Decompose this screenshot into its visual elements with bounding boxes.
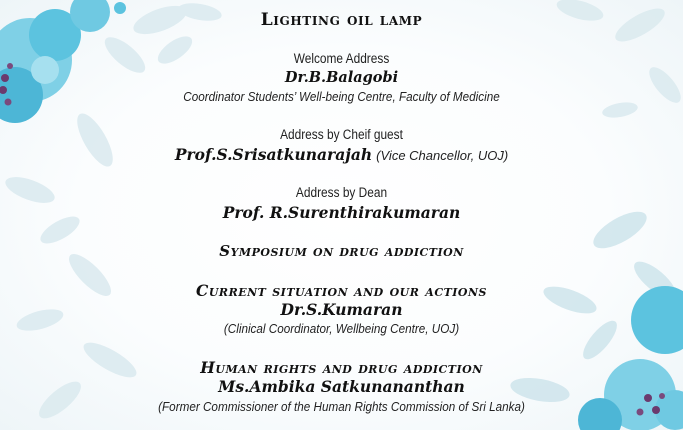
welcome-speaker-name: Dr.B.Balagobi [284,69,399,86]
chief-guest-line [0,145,683,165]
chief-guest-label: Address by Cheif guest [280,127,403,142]
talk2-speaker-name: Ms.Ambika Satkunananthan [218,377,465,396]
heading-lighting-oil-lamp: Lighting oil lamp [260,10,423,30]
talk1-title: Current situation and our actions [196,281,487,300]
welcome-speaker-role: Coordinator Students’ Well-being Centre, Faculty of Medicine [183,89,500,104]
dean-label: Address by Dean [295,185,388,200]
symposium-title: Symposium on drug addiction [219,242,464,260]
talk1-speaker-role: (Clinical Coordinator, Wellbeing Centre, UOJ) [223,321,460,336]
talk1-speaker-name: Dr.S.Kumaran [280,300,403,319]
chief-guest-name: Prof.S.Srisatkunarajah [174,145,373,164]
talk2-title: Human rights and drug addiction [200,358,483,377]
chief-guest-role: (Vice Chancellor, UOJ) [376,148,509,163]
dean-name: Prof. R.Surenthirakumaran [222,203,461,222]
welcome-address-label: Welcome Address [293,51,390,66]
talk2-speaker-role: (Former Commissioner of the Human Rights Commission of Sri Lanka) [158,399,525,414]
